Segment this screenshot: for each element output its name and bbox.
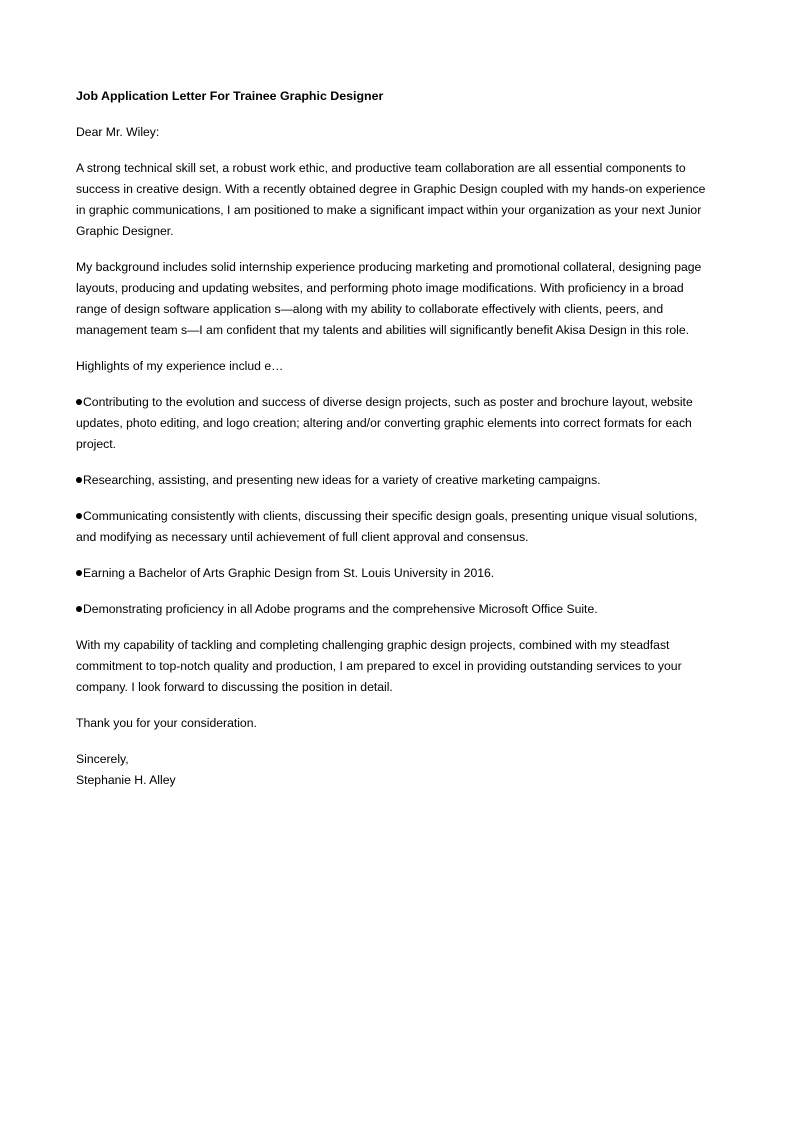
bullet-item — [76, 470, 716, 491]
paragraph-highlights-intro: Highlights of my experience includ e… — [76, 359, 284, 373]
bullet-dot-icon — [76, 399, 82, 405]
bullet-text: Researching, assisting, and presenting new ideas for a variety of creative marketing campaigns. — [83, 473, 601, 487]
signoff: Sincerely, — [76, 752, 129, 766]
paragraph-background: My background includes solid internship experience producing marketing and promotional collateral, designing page layouts, producing and updating websites, and performing photo image modifications. With proficiency in a broad range of design software application s—along with my ability to collaborate effectively with clients, peers, and management team s—I am confident that my talents and abilities will significantly benefit Akisa Design in this role. — [76, 260, 702, 337]
salutation: Dear Mr. Wiley: — [76, 125, 160, 139]
paragraph-intro: A strong technical skill set, a robust work ethic, and productive team collaboration are all essential components to success in creative design. With a recently obtained degree in Graphic Design coupled with my hands-on experience in graphic communications, I am positioned to make a significant impact within your organization as your next Junior Graphic Designer. — [76, 161, 706, 238]
bullet-item — [76, 392, 716, 455]
bullet-text: Earning a Bachelor of Arts Graphic Design from St. Louis University in 2016. — [83, 566, 495, 580]
letter-title: Job Application Letter For Trainee Graphic Designer — [76, 89, 384, 103]
bullet-dot-icon — [76, 606, 82, 612]
signature-name: Stephanie H. Alley — [76, 773, 176, 787]
bullet-dot-icon — [76, 513, 82, 519]
bullet-text: Communicating consistently with clients, discussing their specific design goals, presenting unique visual solutions, and modifying as necessary until achievement of full client approval and consensus. — [76, 509, 698, 544]
bullet-text: Demonstrating proficiency in all Adobe programs and the comprehensive Microsoft Office Suite. — [83, 602, 598, 616]
letter-page — [76, 86, 716, 791]
bullet-item — [76, 599, 716, 620]
bullet-item — [76, 563, 716, 584]
paragraph-closing: With my capability of tackling and completing challenging graphic design projects, combined with my steadfast commitment to top-notch quality and production, I am prepared to excel in providing outstanding services to your company. I look forward to discussing the position in detail. — [76, 638, 682, 694]
bullet-item — [76, 506, 716, 548]
bullet-dot-icon — [76, 477, 82, 483]
thanks-line: Thank you for your consideration. — [76, 716, 257, 730]
bullet-text: Contributing to the evolution and success of diverse design projects, such as poster and brochure layout, website updates, photo editing, and logo creation; altering and/or converting graphic elements into correct formats for each project. — [76, 395, 693, 451]
bullet-dot-icon — [76, 570, 82, 576]
